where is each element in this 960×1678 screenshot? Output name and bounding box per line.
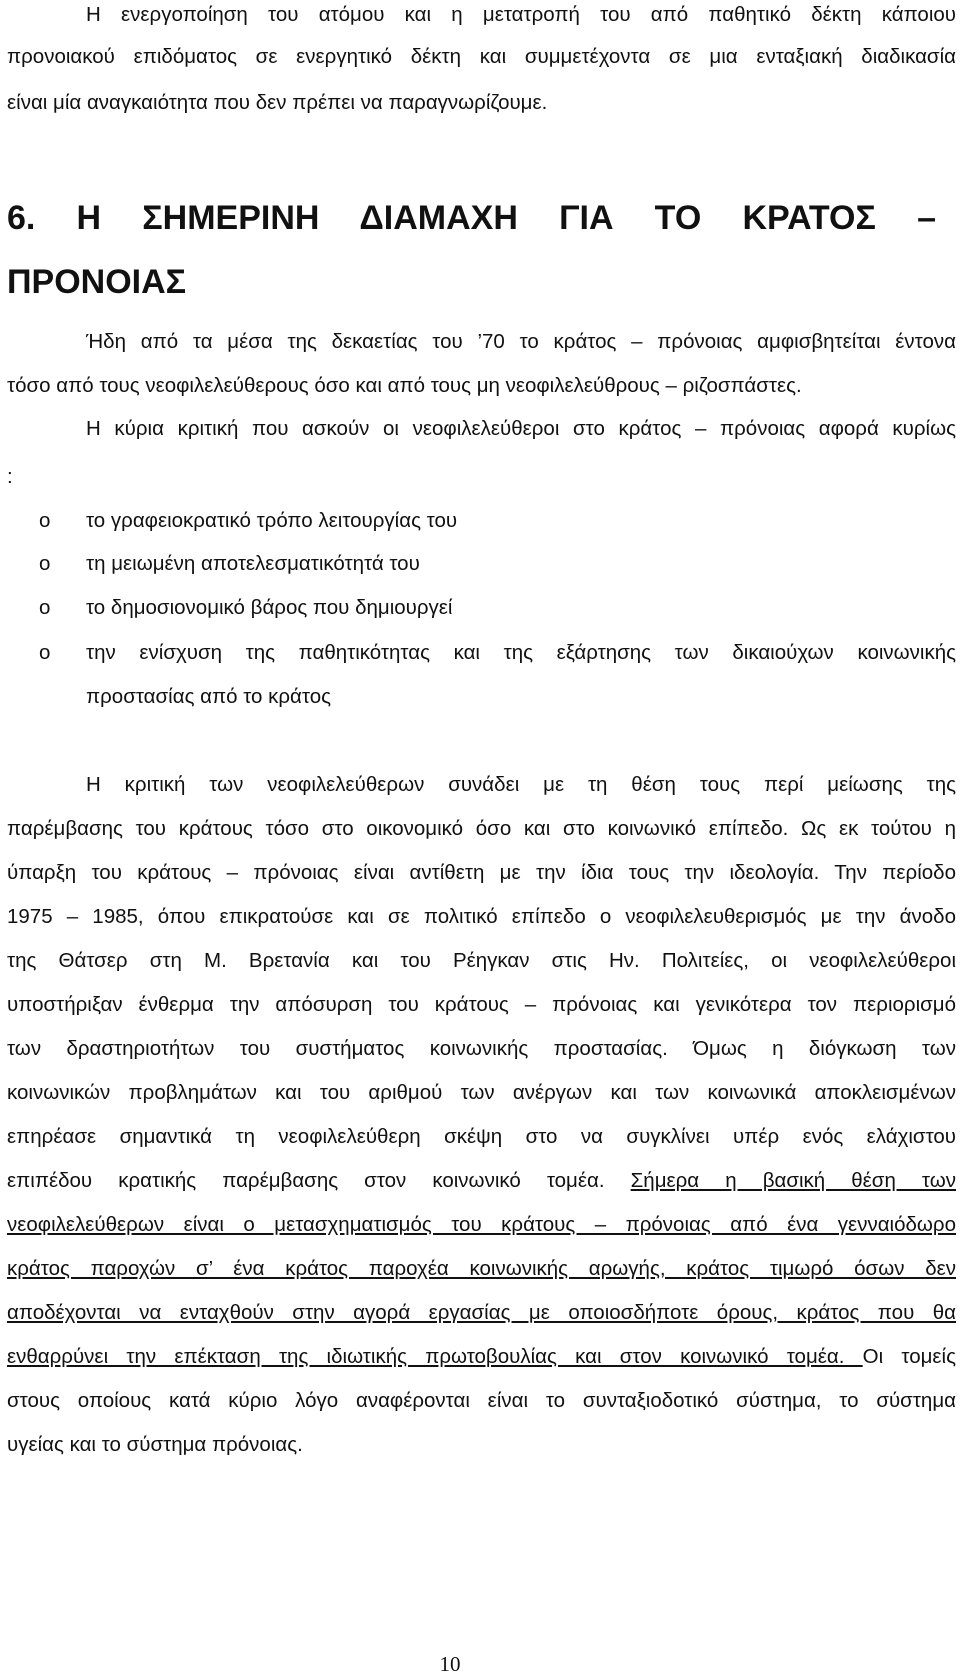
bullet-marker-3: o [39, 596, 51, 619]
page-number: 10 [439, 1652, 461, 1676]
bullet-marker-1: o [39, 509, 51, 532]
para3-line-6: υποστήριξαν ένθερμα την απόσυρση του κράτους – πρόνοιας και γενικότερα τον περιορισμό [7, 993, 956, 1016]
intro-line-2: προνοιακού επιδόματος σε ενεργητικό δέκτη και συμμετέχοντα σε μια ενταξιακή διαδικασία [7, 45, 956, 68]
para1-line-1: Ήδη από τα μέσα της δεκαετίας του ’70 το κράτος – πρόνοιας αμφισβητείται έντονα [86, 330, 956, 353]
para3-line-4: 1975 – 1985, όπου επικρατούσε και σε πολιτικό επίπεδο ο νεοφιλελευθερισμός με την άνοδο [7, 905, 956, 928]
para3-line-15: στους οποίους κατά κύριο λόγο αναφέρονται είναι το συνταξιοδοτικό σύστημα, το σύστημα [7, 1389, 956, 1412]
para3-underlined-line-1: νεοφιλελεύθερων είναι ο μετασχηματισμός του κράτους – πρόνοιας από ένα γενναιόδωρο [7, 1213, 956, 1236]
para2-colon: : [7, 465, 13, 488]
para3-line-14-underlined: ενθαρρύνει την επέκταση της ιδιωτικής πρωτοβουλίας και στον κοινωνικό τομέα. [7, 1345, 863, 1368]
para3-line-10 [7, 1168, 956, 1194]
para3-line-5: της Θάτσερ στη Μ. Βρετανία και του Ρέηγκαν στις Ην. Πολιτείες, οι νεοφιλελεύθεροι [7, 949, 956, 972]
section-heading-line-1: 6. Η ΣΗΜΕΡΙΝΗ ΔΙΑΜΑΧΗ ΓΙΑ ΤΟ ΚΡΑΤΟΣ – [7, 199, 936, 237]
para3-underlined-line-2: κράτος παροχών σ’ ένα κράτος παροχέα κοινωνικής αρωγής, κράτος τιμωρό όσων δεν [7, 1257, 956, 1280]
intro-line-1: Η ενεργοποίηση του ατόμου και η μετατροπή του από παθητικό δέκτη κάποιου [86, 3, 956, 26]
para3-line-3: ύπαρξη του κράτους – πρόνοιας είναι αντίθετη με την ίδια τους την ιδεολογία. Την περίοδο [7, 861, 956, 884]
bullet-marker-4: o [39, 641, 51, 664]
bullet-item-3: το δημοσιονομικό βάρος που δημιουργεί [86, 596, 453, 619]
para3-underlined-line-3: αποδέχονται να ενταχθούν στην αγορά εργασίας με οποιοσδήποτε όρους, κράτος που θα [7, 1301, 956, 1324]
intro-line-3: είναι μία αναγκαιότητα που δεν πρέπει να παραγνωρίζουμε. [7, 91, 548, 114]
para3-line-9: επηρέασε σημαντικά τη νεοφιλελεύθερη σκέψη στο να συγκλίνει υπέρ ενός ελάχιστου [7, 1125, 956, 1148]
para3-line-7: των δραστηριοτήτων του συστήματος κοινωνικής προστασίας. Όμως η διόγκωση των [7, 1037, 956, 1060]
para3-line-14 [7, 1344, 956, 1370]
para3-line-14-plain: Οι τομείς [862, 1345, 956, 1368]
para1-line-2: τόσο από τους νεοφιλελεύθερους όσο και από τους μη νεοφιλελεύθρους – ριζοσπάστες. [7, 374, 802, 397]
para3-line-16: υγείας και το σύστημα πρόνοιας. [7, 1433, 303, 1456]
para3-line-2: παρέμβασης του κράτους τόσο στο οικονομικό όσο και στο κοινωνικό επίπεδο. Ως εκ τούτου η [7, 817, 956, 840]
bullet-marker-2: o [39, 552, 51, 575]
bullet-item-2: τη μειωμένη αποτελεσματικότητά του [86, 552, 420, 575]
para3-line-1: Η κριτική των νεοφιλελεύθερων συνάδει με τη θέση τους περί μείωσης της [86, 773, 956, 796]
para3-line-10-plain: επιπέδου κρατικής παρέμβασης στον κοινωνικό τομέα. [7, 1169, 605, 1192]
bullet-item-1: το γραφειοκρατικό τρόπο λειτουργίας του [86, 509, 458, 532]
section-heading-line-2: ΠΡΟΝΟΙΑΣ [7, 263, 187, 301]
para3-line-8: κοινωνικών προβλημάτων και του αριθμού των ανέργων και των κοινωνικά αποκλεισμένων [7, 1081, 956, 1104]
bullet-item-4: την ενίσχυση της παθητικότητας και της εξάρτησης των δικαιούχων κοινωνικής [86, 641, 956, 664]
para3-line-10-underlined: Σήμερα η βασική θέση των [630, 1169, 956, 1192]
para2-line-1: Η κύρια κριτική που ασκούν οι νεοφιλελεύθεροι στο κράτος – πρόνοιας αφορά κυρίως [86, 417, 956, 440]
bullet-item-4-continuation: προστασίας από το κράτος [86, 685, 331, 708]
